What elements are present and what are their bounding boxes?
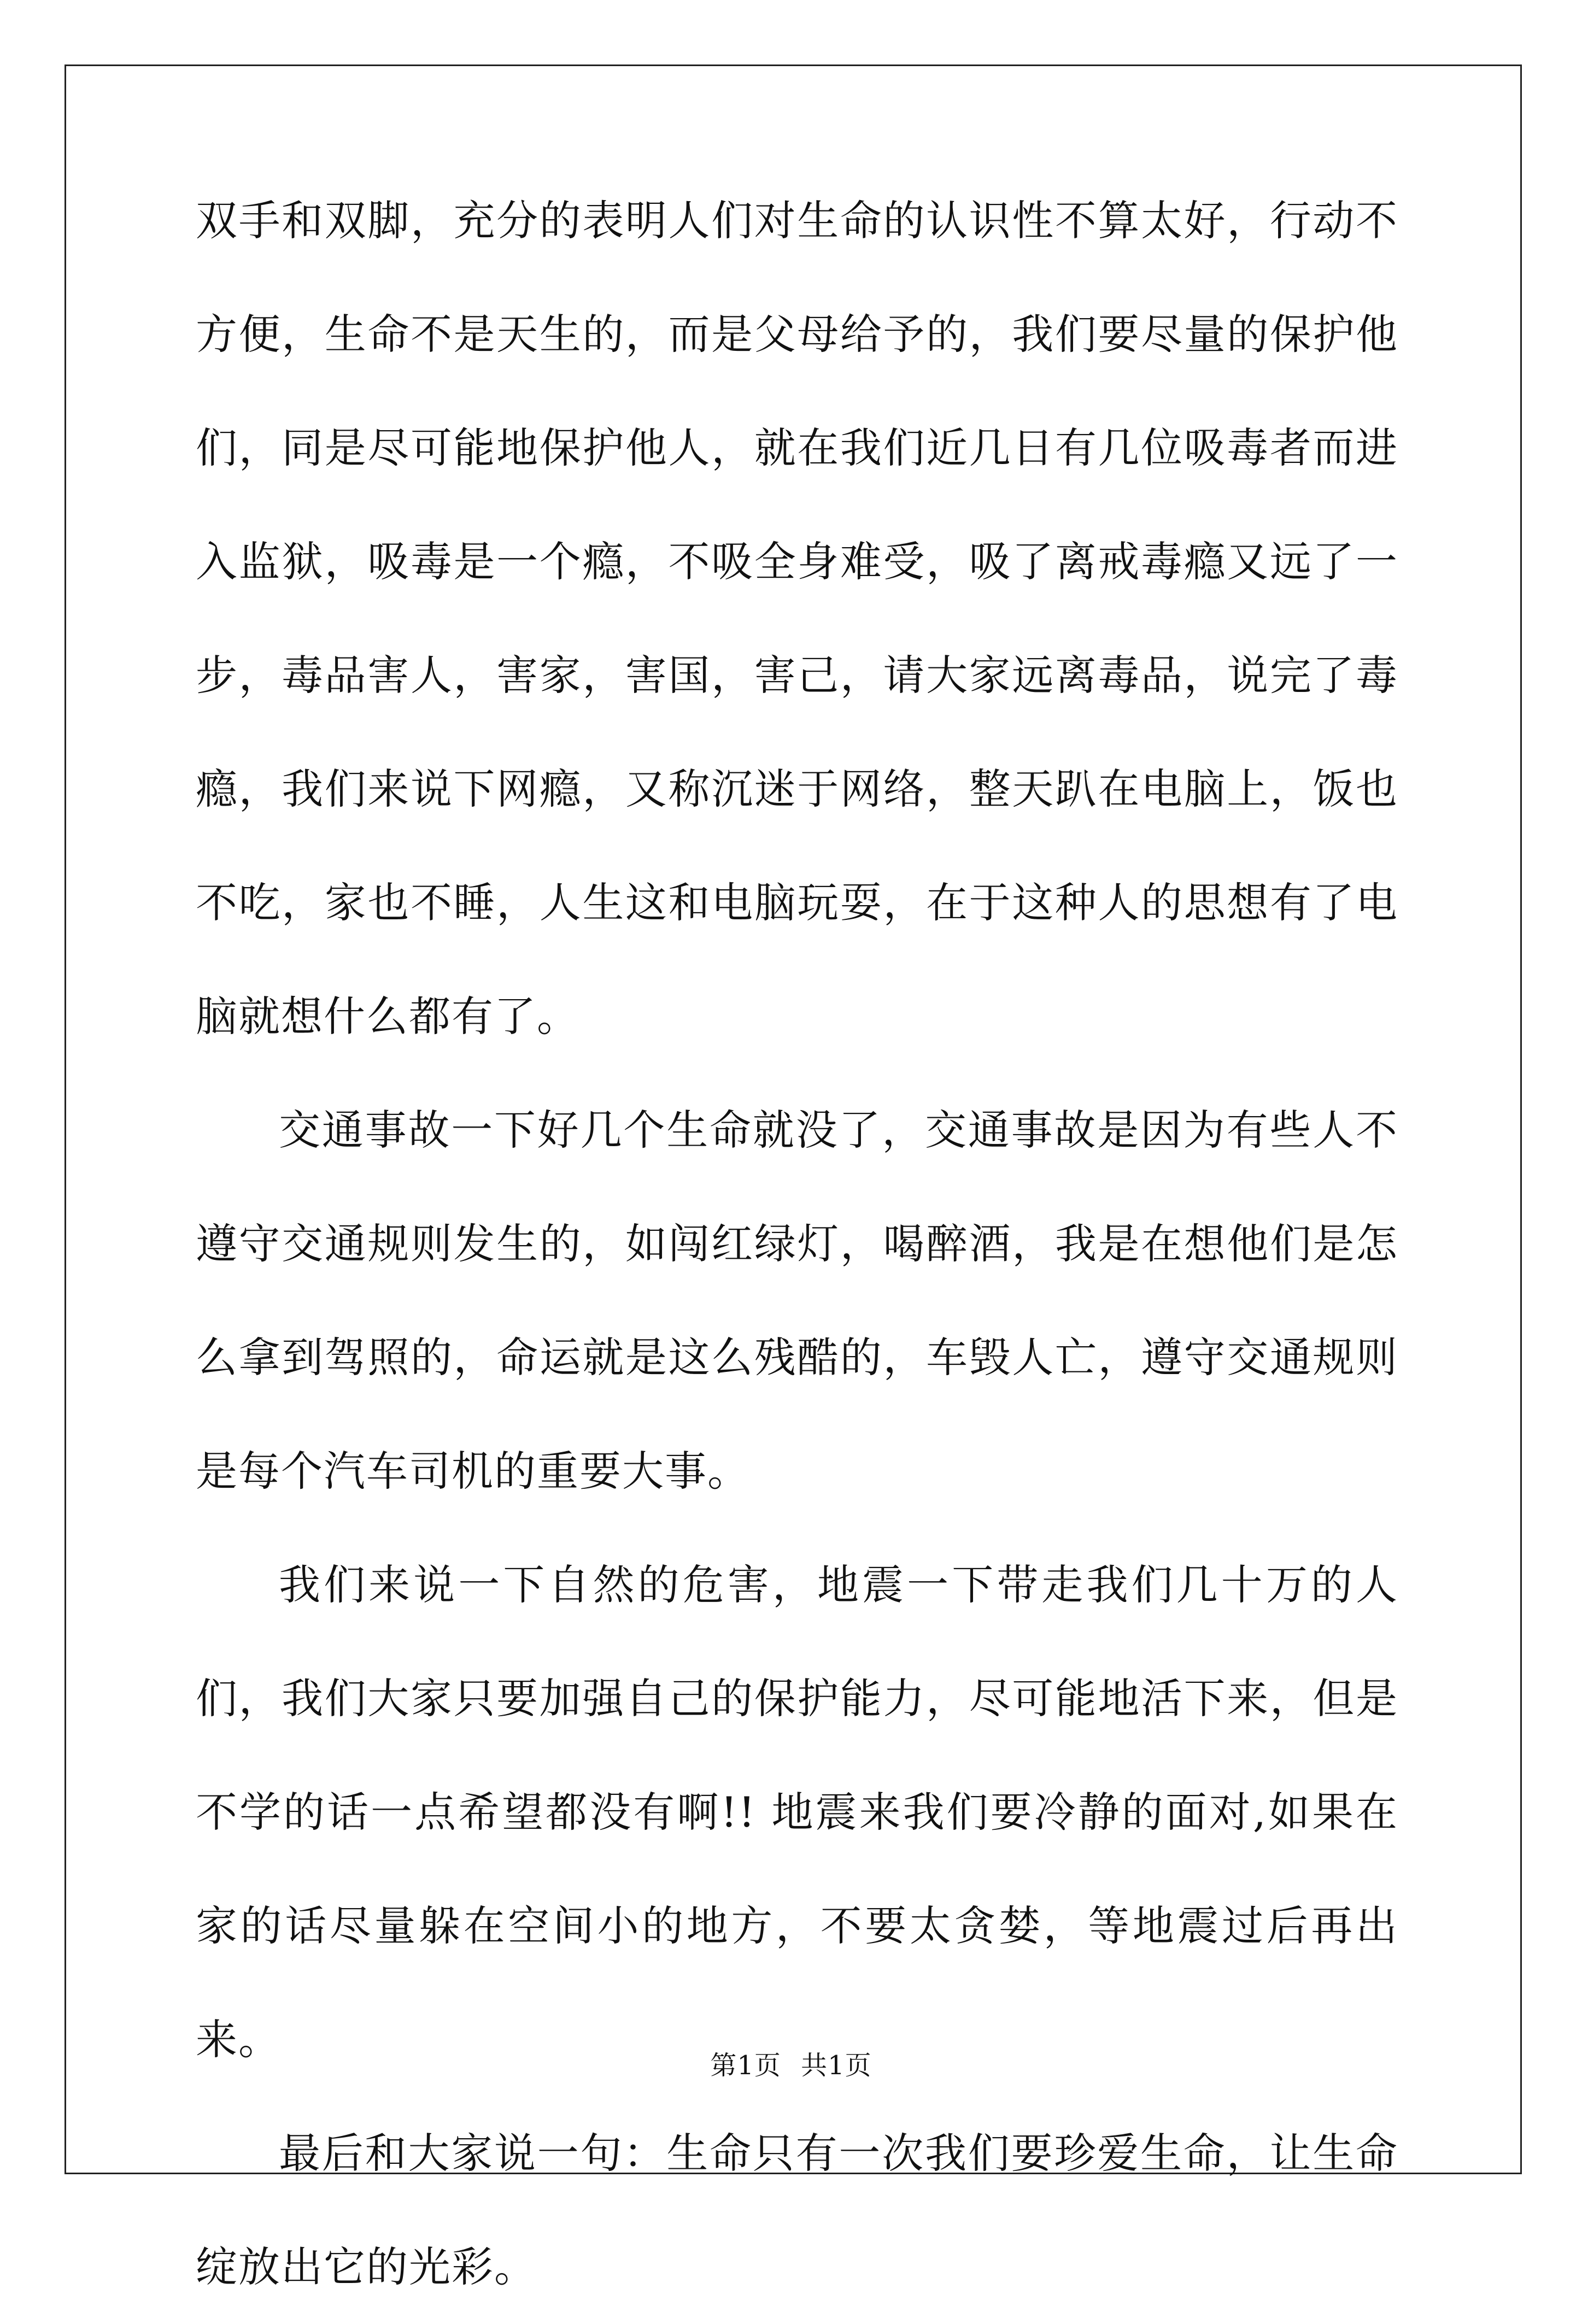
paragraph-2: 交通事故一下好几个生命就没了，交通事故是因为有些人不遵守交通规则发生的，如闯红绿灯，喝醉酒，我是在想他们是怎么拿到驾照的，命运就是这么残酷的，车毁人亡，遵守交通规则是每个汽车司机的重要大事。 xyxy=(196,1106,1398,1495)
page-footer xyxy=(0,2044,1582,2082)
paragraph-4: 最后和大家说一句：生命只有一次我们要珍爱生命，让生命绽放出它的光彩。 xyxy=(196,2129,1398,2291)
paragraph-3: 我们来说一下自然的危害，地震一下带走我们几十万的人们，我们大家只要加强自己的保护能力，尽可能地活下来，但是不学的话一点希望都没有啊!! 地震来我们要冷静的面对,如果在家的话尽量躲在空间小的地方，不要太贪婪，等地震过后再出来。 xyxy=(196,1560,1398,2064)
paragraph-1: 双手和双脚，充分的表明人们对生命的认识性不算太好，行动不方便，生命不是天生的，而是父母给予的，我们要尽量的保护他们，同是尽可能地保护他人，就在我们近几日有几位吸毒者而进入监狱，吸毒是一个瘾，不吸全身难受，吸了离戒毒瘾又远了一步，毒品害人，害家，害国，害己，请大家远离毒品，说完了毒瘾，我们来说下网瘾，又称沉迷于网络，整天趴在电脑上，饭也不吃，家也不睡，人生这和电脑玩耍，在于这种人的思想有了电脑就想什么都有了。 xyxy=(196,196,1398,1041)
document-body xyxy=(196,164,1398,2324)
page-total: 共1页 xyxy=(801,2050,872,2081)
page-number: 第1页 xyxy=(710,2050,781,2081)
